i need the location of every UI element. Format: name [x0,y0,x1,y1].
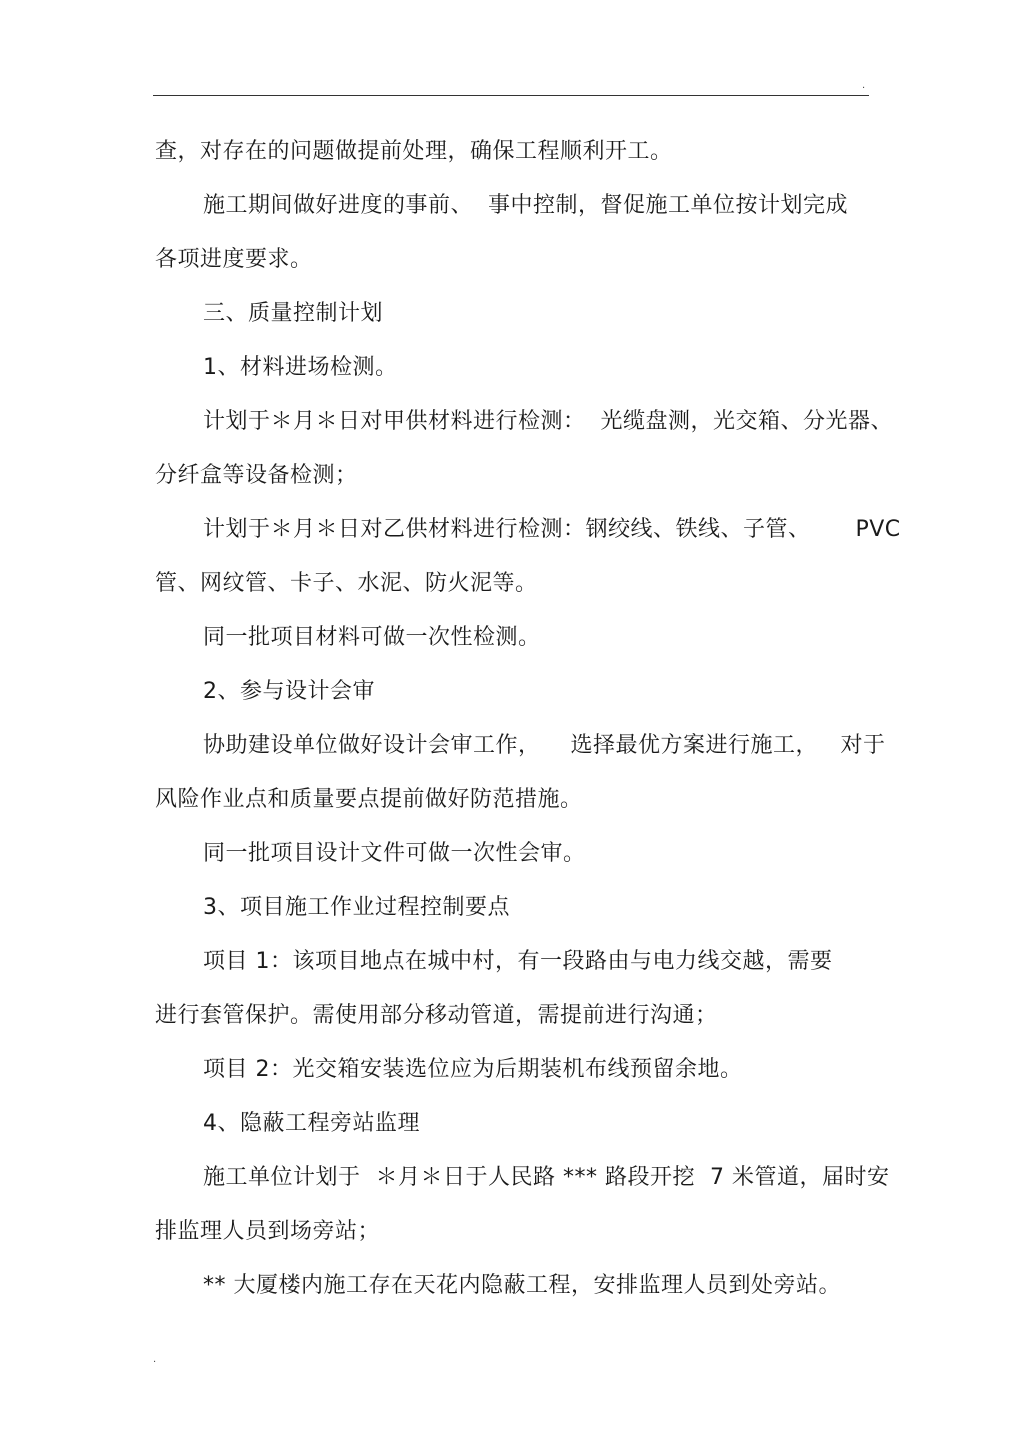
text-line: ** 大厦楼内施工存在天花内隐蔽工程，安排监理人员到处旁站。 [203,1273,841,1298]
text-line: 项目 1：该项目地点在城中村，有一段路由与电力线交越，需要 [203,949,833,974]
text-line: 同一批项目材料可做一次性检测。 [203,625,541,650]
text-line: 项目 2：光交箱安装选位应为后期装机布线预留余地。 [203,1057,743,1082]
section-heading: 三、质量控制计划 [203,301,384,326]
text-line: 各项进度要求。 [155,247,313,272]
text-line: 计划于＊月＊日对乙供材料进行检测：钢绞线、铁线、子管、 PVC [203,517,901,542]
header-mark: . [862,80,866,91]
header-rule [153,95,869,96]
text-line: 施工单位计划于 ＊月＊日于人民路 *** 路段开挖 7 米管道，届时安 [203,1165,890,1190]
subsection-heading: 4、隐蔽工程旁站监理 [203,1111,420,1136]
subsection-heading: 3、项目施工作业过程控制要点 [203,895,510,920]
text-line: 协助建设单位做好设计会审工作， 选择最优方案进行施工， 对于 [203,733,886,758]
text-line: 查，对存在的问题做提前处理，确保工程顺利开工。 [155,139,673,164]
text-line: 管、网纹管、卡子、水泥、防火泥等。 [155,571,538,596]
text-line: 分纤盒等设备检测； [155,463,358,488]
text-line: 计划于＊月＊日对甲供材料进行检测： 光缆盘测，光交箱、分光器、 [203,409,893,434]
text-line: 进行套管保护。需使用部分移动管道，需提前进行沟通； [155,1003,718,1028]
text-line: 同一批项目设计文件可做一次性会审。 [203,841,586,866]
text-line: 风险作业点和质量要点提前做好防范措施。 [155,787,583,812]
text-line: 排监理人员到场旁站； [155,1219,381,1244]
subsection-heading: 2、参与设计会审 [203,679,375,704]
text-line: 施工期间做好进度的事前、 事中控制，督促施工单位按计划完成 [203,193,848,218]
footer-mark: . [153,1354,157,1365]
subsection-heading: 1、材料进场检测。 [203,355,398,380]
